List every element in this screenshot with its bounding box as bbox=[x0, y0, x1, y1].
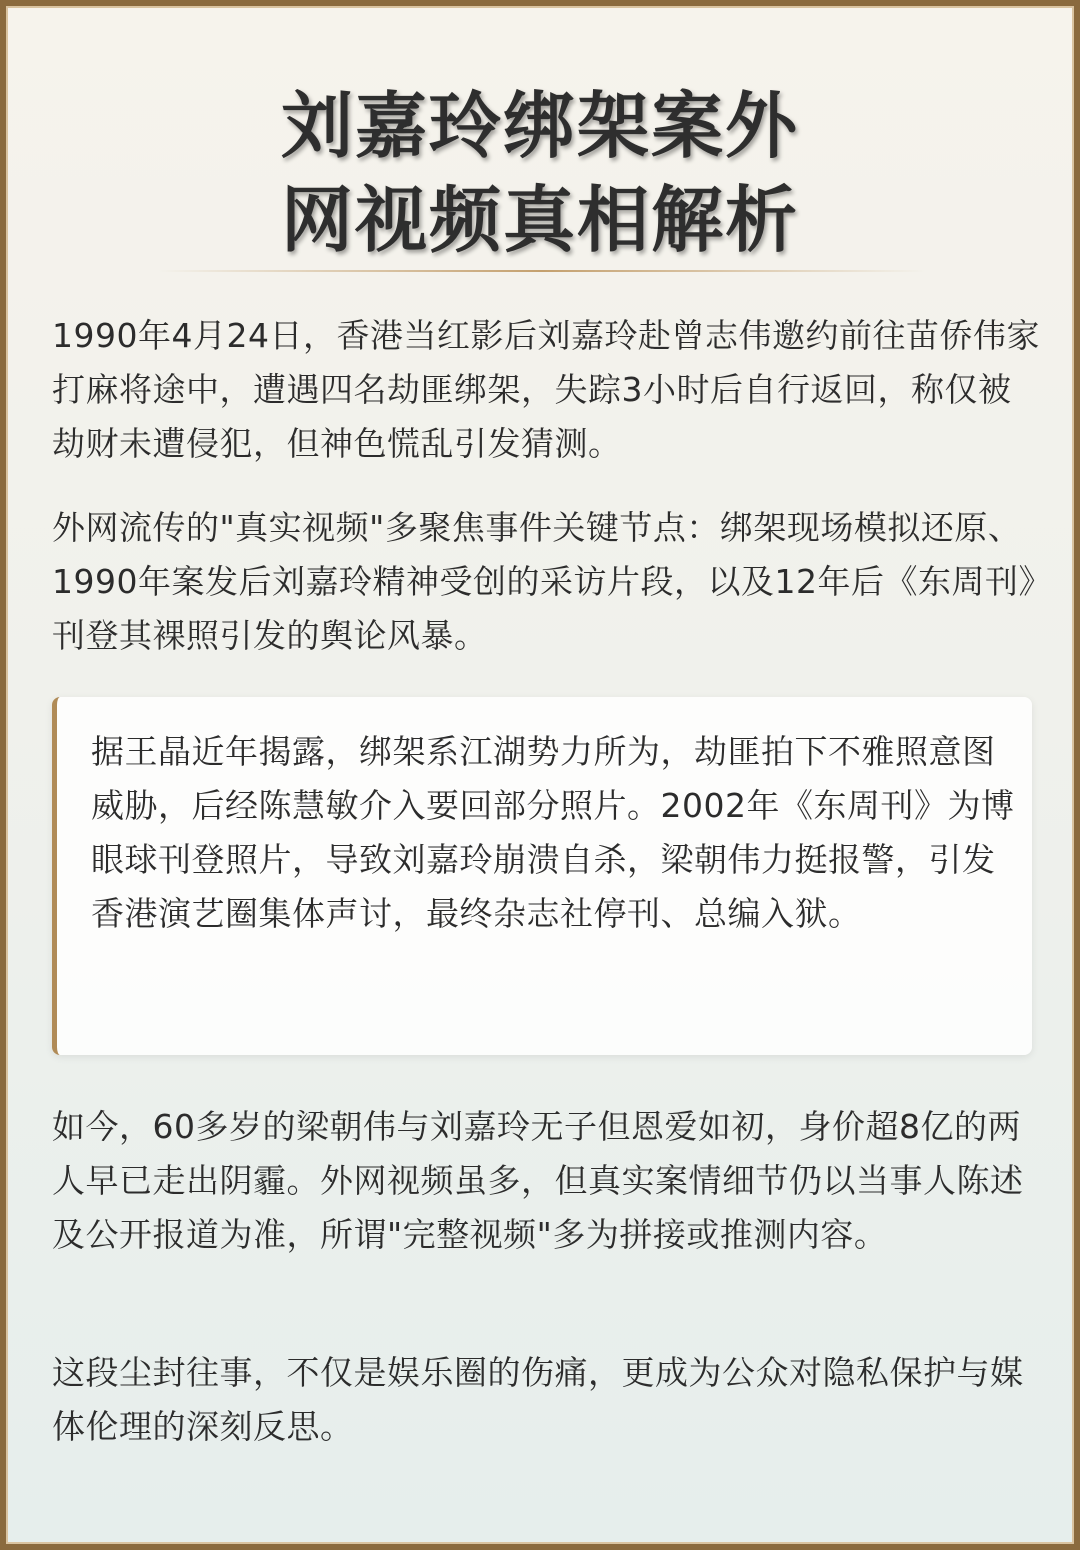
paragraph-today: 如今，60多岁的梁朝伟与刘嘉玲无子但恩爱如初，身价超8亿的两人早已走出阴霾。外网视频虽多，但真实案情细节仍以当事人陈述及公开报道为准，所谓"完整视频"多为拼接或推测内容。 bbox=[52, 1107, 1024, 1254]
paragraph-videos: 外网流传的"真实视频"多聚焦事件关键节点：绑架现场模拟还原、1990年案发后刘嘉玲精神受创的采访片段，以及12年后《东周刊》刊登其裸照引发的舆论风暴。 bbox=[52, 508, 1036, 655]
quote-block bbox=[52, 697, 1032, 1055]
title-divider bbox=[158, 270, 926, 272]
paragraph-conclusion: 这段尘封往事，不仅是娱乐圈的伤痛，更成为公众对隐私保护与媒体伦理的深刻反思。 bbox=[52, 1353, 1024, 1446]
page-title-line2: 网视频真相解析 bbox=[280, 178, 799, 262]
paragraph-intro: 1990年4月24日，香港当红影后刘嘉玲赴曾志伟邀约前往苗侨伟家打麻将途中，遭遇四名劫匪绑架，失踪3小时后自行返回，称仅被劫财未遭侵犯，但神色慌乱引发猜测。 bbox=[52, 316, 1040, 463]
quote-text: 据王晶近年揭露，绑架系江湖势力所为，劫匪拍下不雅照意图威胁，后经陈慧敏介入要回部分照片。2002年《东周刊》为博眼球刊登照片，导致刘嘉玲崩溃自杀，梁朝伟力挺报警，引发香港演艺圈集体声讨，最终杂志社停刊、总编入狱。 bbox=[91, 732, 1015, 933]
page-title-line1: 刘嘉玲绑架案外 bbox=[280, 84, 799, 168]
page-frame bbox=[6, 6, 1074, 1544]
